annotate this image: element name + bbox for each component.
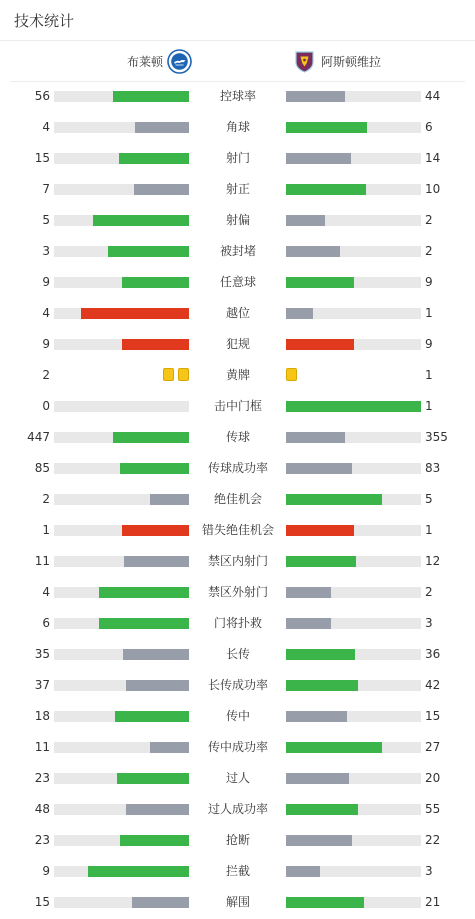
away-stat-bar (286, 649, 421, 660)
home-yellow-cards (163, 368, 189, 381)
stat-label: 错失绝佳机会 (201, 523, 274, 537)
home-stat-bar (54, 122, 189, 133)
stat-row (0, 639, 475, 670)
away-stat-bar (286, 866, 421, 877)
home-stat-fill (122, 339, 190, 350)
stat-label: 禁区外射门 (207, 585, 268, 599)
home-stat-bar (54, 308, 189, 319)
away-stat-value: 15 (425, 709, 441, 723)
home-stat-fill (120, 463, 189, 474)
home-stat-fill (120, 835, 189, 846)
stat-label: 射偏 (225, 213, 250, 227)
stat-row (0, 546, 475, 577)
teams-row (10, 41, 465, 82)
away-stat-value: 12 (425, 554, 441, 568)
home-stat-value: 4 (42, 306, 50, 320)
home-team-name: 布莱顿 (126, 55, 163, 69)
away-team[interactable] (292, 49, 381, 74)
stat-row (0, 701, 475, 732)
home-stat-bar (54, 277, 189, 288)
away-stat-bar (286, 432, 421, 443)
away-stat-bar (286, 494, 421, 505)
stat-row (0, 856, 475, 887)
stat-label: 犯规 (225, 337, 250, 351)
away-stat-fill (286, 773, 349, 784)
stat-label: 射正 (225, 182, 250, 196)
home-stat-value: 48 (34, 802, 50, 816)
home-stat-value: 3 (42, 244, 50, 258)
home-stat-fill (119, 153, 189, 164)
away-stat-value: 6 (425, 120, 433, 134)
home-stat-value: 1 (42, 523, 50, 537)
stat-label: 控球率 (219, 89, 256, 103)
home-stat-value: 35 (34, 647, 50, 661)
stats-list (0, 81, 475, 918)
stat-row (0, 267, 475, 298)
home-stat-bar (54, 463, 189, 474)
home-stat-value: 4 (42, 120, 50, 134)
stat-row (0, 143, 475, 174)
away-stat-fill (286, 866, 320, 877)
away-stat-fill (286, 184, 366, 195)
home-stat-bar (54, 897, 189, 908)
away-stat-bar (286, 184, 421, 195)
home-stat-fill (126, 804, 189, 815)
away-stat-bar (286, 246, 421, 257)
away-stat-fill (286, 308, 313, 319)
stat-row (0, 236, 475, 267)
away-stat-value: 14 (425, 151, 441, 165)
stat-label: 传中成功率 (207, 740, 268, 754)
home-stat-fill (113, 91, 189, 102)
away-stat-value: 2 (425, 213, 433, 227)
away-stat-bar (286, 91, 421, 102)
away-stat-fill (286, 680, 358, 691)
home-stat-value: 18 (34, 709, 50, 723)
stat-row (0, 577, 475, 608)
home-stat-value: 11 (34, 554, 50, 568)
stat-row (0, 360, 475, 391)
home-stat-value: 6 (42, 616, 50, 630)
aston-villa-crest-icon (292, 49, 317, 74)
stat-label: 抢断 (225, 833, 250, 847)
away-stat-fill (286, 494, 382, 505)
away-stat-fill (286, 463, 352, 474)
home-stat-bar (54, 91, 189, 102)
home-stat-bar (54, 401, 189, 412)
home-stat-fill (93, 215, 189, 226)
away-stat-value: 22 (425, 833, 441, 847)
away-stat-value: 9 (425, 337, 433, 351)
home-stat-value: 15 (34, 895, 50, 909)
home-stat-bar (54, 339, 189, 350)
home-stat-bar (54, 711, 189, 722)
away-stat-fill (286, 556, 356, 567)
stat-label: 越位 (225, 306, 250, 320)
stat-row (0, 794, 475, 825)
stat-label: 长传成功率 (207, 678, 268, 692)
home-stat-bar (54, 618, 189, 629)
away-stat-value: 5 (425, 492, 433, 506)
brighton-crest-icon (167, 49, 192, 74)
home-stat-value: 2 (42, 368, 50, 382)
stat-label: 绝佳机会 (213, 492, 262, 506)
away-stat-bar (286, 587, 421, 598)
away-team-name: 阿斯顿维拉 (321, 55, 382, 69)
home-stat-fill (115, 711, 189, 722)
away-stat-fill (286, 525, 354, 536)
away-stat-value: 10 (425, 182, 441, 196)
away-stat-value: 42 (425, 678, 441, 692)
away-stat-fill (286, 587, 331, 598)
home-stat-value: 0 (42, 399, 50, 413)
stat-row (0, 298, 475, 329)
home-stat-fill (132, 897, 189, 908)
away-stat-bar (286, 742, 421, 753)
home-stat-fill (134, 184, 189, 195)
away-stat-bar (286, 463, 421, 474)
stat-row (0, 81, 475, 112)
away-stat-value: 1 (425, 368, 433, 382)
stat-row (0, 112, 475, 143)
home-stat-value: 15 (34, 151, 50, 165)
home-stat-value: 2 (42, 492, 50, 506)
home-stat-value: 56 (34, 89, 50, 103)
away-stat-value: 83 (425, 461, 441, 475)
yellow-card-icon (163, 368, 174, 381)
away-stat-value: 3 (425, 616, 433, 630)
stats-header (0, 0, 475, 41)
away-stat-value: 36 (425, 647, 441, 661)
away-stat-bar (286, 618, 421, 629)
stat-row (0, 825, 475, 856)
away-stat-fill (286, 618, 331, 629)
stat-label: 击中门框 (213, 399, 262, 413)
home-stat-fill (124, 556, 189, 567)
away-stat-fill (286, 401, 421, 412)
home-stat-bar (54, 246, 189, 257)
home-stat-fill (99, 618, 189, 629)
home-stat-bar (54, 525, 189, 536)
away-stat-fill (286, 711, 347, 722)
away-stat-fill (286, 277, 354, 288)
home-stat-bar (54, 773, 189, 784)
stat-label: 禁区内射门 (207, 554, 268, 568)
away-stat-value: 1 (425, 306, 433, 320)
home-stat-bar (54, 866, 189, 877)
away-stat-fill (286, 804, 358, 815)
away-stat-bar (286, 339, 421, 350)
home-stat-bar (54, 153, 189, 164)
home-stat-bar (54, 556, 189, 567)
home-stat-value: 447 (27, 430, 50, 444)
away-stat-fill (286, 91, 345, 102)
stat-label: 角球 (225, 120, 250, 134)
stat-label: 黄牌 (225, 368, 250, 382)
away-stat-value: 44 (425, 89, 441, 103)
home-stat-fill (135, 122, 189, 133)
away-stat-bar (286, 277, 421, 288)
stat-label: 拦截 (225, 864, 250, 878)
stat-label: 过人成功率 (207, 802, 268, 816)
stat-row (0, 422, 475, 453)
away-stat-fill (286, 246, 340, 257)
stat-label: 门将扑救 (213, 616, 262, 630)
away-stat-bar (286, 308, 421, 319)
stat-row (0, 887, 475, 918)
stat-label: 传球成功率 (207, 461, 268, 475)
away-stat-value: 21 (425, 895, 441, 909)
stat-row (0, 205, 475, 236)
stat-row (0, 484, 475, 515)
home-stat-fill (123, 649, 189, 660)
home-stat-bar (54, 680, 189, 691)
stat-label: 长传 (225, 647, 250, 661)
home-stat-bar (54, 494, 189, 505)
home-team[interactable] (127, 49, 192, 74)
home-stat-bar (54, 804, 189, 815)
stat-row (0, 608, 475, 639)
home-stat-fill (150, 742, 189, 753)
home-stat-bar (54, 649, 189, 660)
away-stat-fill (286, 835, 352, 846)
home-stat-value: 9 (42, 864, 50, 878)
away-stat-fill (286, 122, 367, 133)
yellow-card-icon (286, 368, 297, 381)
away-stat-value: 9 (425, 275, 433, 289)
home-stat-fill (122, 277, 190, 288)
away-stat-value: 355 (425, 430, 448, 444)
away-stat-fill (286, 649, 355, 660)
stat-row (0, 391, 475, 422)
home-stat-bar (54, 742, 189, 753)
stat-row (0, 453, 475, 484)
stat-label: 任意球 (219, 275, 256, 289)
away-stat-bar (286, 525, 421, 536)
away-stat-bar (286, 711, 421, 722)
stat-row (0, 732, 475, 763)
home-stat-value: 7 (42, 182, 50, 196)
away-stat-fill (286, 215, 325, 226)
away-stat-bar (286, 897, 421, 908)
stat-row (0, 329, 475, 360)
home-stat-fill (150, 494, 189, 505)
home-stat-bar (54, 432, 189, 443)
away-stat-bar (286, 153, 421, 164)
away-stat-value: 1 (425, 523, 433, 537)
away-stat-value: 1 (425, 399, 433, 413)
away-stat-fill (286, 432, 345, 443)
away-stat-fill (286, 897, 364, 908)
stat-label: 解围 (225, 895, 250, 909)
away-stat-fill (286, 339, 354, 350)
away-stat-value: 2 (425, 244, 433, 258)
home-stat-fill (99, 587, 189, 598)
away-stat-value: 55 (425, 802, 441, 816)
home-stat-bar (54, 215, 189, 226)
stat-label: 过人 (225, 771, 250, 785)
away-stat-bar (286, 122, 421, 133)
home-stat-value: 37 (34, 678, 50, 692)
home-stat-value: 23 (34, 771, 50, 785)
home-stat-value: 9 (42, 275, 50, 289)
away-yellow-cards (286, 368, 297, 381)
stat-label: 射门 (225, 151, 250, 165)
home-stat-value: 5 (42, 213, 50, 227)
home-stat-fill (81, 308, 189, 319)
stat-label: 传中 (225, 709, 250, 723)
home-stat-value: 9 (42, 337, 50, 351)
stat-row (0, 670, 475, 701)
home-stat-bar (54, 184, 189, 195)
home-stat-fill (122, 525, 190, 536)
away-stat-bar (286, 215, 421, 226)
away-stat-bar (286, 556, 421, 567)
away-stat-value: 2 (425, 585, 433, 599)
away-stat-bar (286, 680, 421, 691)
home-stat-value: 11 (34, 740, 50, 754)
stat-row (0, 515, 475, 546)
away-stat-bar (286, 804, 421, 815)
away-stat-value: 3 (425, 864, 433, 878)
home-stat-bar (54, 835, 189, 846)
home-stat-fill (88, 866, 189, 877)
home-stat-fill (108, 246, 189, 257)
home-stat-fill (126, 680, 189, 691)
page-title: 技术统计 (14, 11, 75, 30)
home-stat-bar (54, 587, 189, 598)
stat-label: 被封堵 (219, 244, 256, 258)
away-stat-fill (286, 742, 382, 753)
home-stat-value: 23 (34, 833, 50, 847)
home-stat-value: 85 (34, 461, 50, 475)
home-stat-value: 4 (42, 585, 50, 599)
away-stat-value: 20 (425, 771, 441, 785)
away-stat-bar (286, 835, 421, 846)
home-stat-fill (117, 773, 189, 784)
away-stat-fill (286, 153, 351, 164)
stat-row (0, 174, 475, 205)
stat-row (0, 763, 475, 794)
home-stat-fill (113, 432, 189, 443)
away-stat-bar (286, 773, 421, 784)
away-stat-bar (286, 401, 421, 412)
away-stat-value: 27 (425, 740, 441, 754)
stat-label: 传球 (225, 430, 250, 444)
yellow-card-icon (178, 368, 189, 381)
